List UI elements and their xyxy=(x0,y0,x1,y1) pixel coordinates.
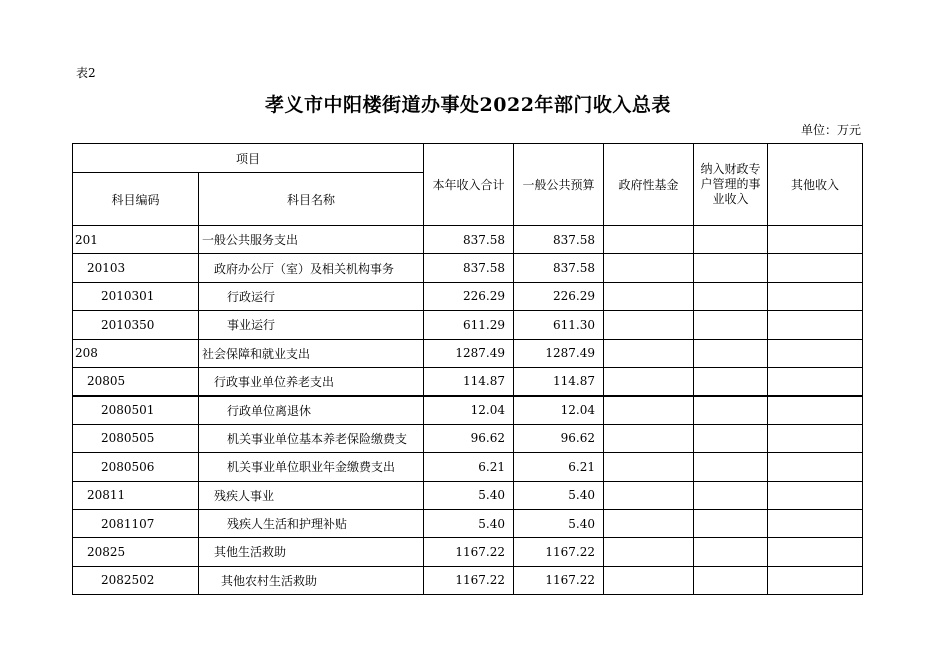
table-row xyxy=(73,367,863,395)
subject-name-cell: 政府办公厅（室）及相关机构事务 xyxy=(199,254,424,282)
table-row xyxy=(73,481,863,509)
header-other-income: 其他收入 xyxy=(768,144,863,226)
total-cell: 226.29 xyxy=(424,282,514,310)
subject-name-cell: 残疾人生活和护理补贴 xyxy=(199,509,424,537)
subject-code-cell: 2080501 xyxy=(73,396,199,424)
general-cell: 114.87 xyxy=(514,367,604,395)
subject-name-cell: 残疾人事业 xyxy=(199,481,424,509)
table-row xyxy=(73,311,863,339)
total-cell: 1167.22 xyxy=(424,538,514,566)
header-special-account: 纳入财政专户管理的事业收入 xyxy=(694,144,768,226)
subject-name-cell: 一般公共服务支出 xyxy=(199,226,424,254)
unit-label: 单位：万元 xyxy=(800,123,861,137)
special-cell xyxy=(694,538,768,566)
general-cell: 226.29 xyxy=(514,282,604,310)
subject-code-cell: 208 xyxy=(73,339,199,367)
subject-code-cell: 20103 xyxy=(73,254,199,282)
subject-code-cell: 20805 xyxy=(73,367,199,395)
fund-cell xyxy=(604,311,694,339)
fund-cell xyxy=(604,226,694,254)
subject-code-cell: 201 xyxy=(73,226,199,254)
fund-cell xyxy=(604,367,694,395)
table-row xyxy=(73,566,863,594)
table-row xyxy=(73,282,863,310)
total-cell: 1167.22 xyxy=(424,566,514,594)
special-cell xyxy=(694,226,768,254)
total-cell: 12.04 xyxy=(424,396,514,424)
subject-code-cell: 2010350 xyxy=(73,311,199,339)
other-cell xyxy=(768,509,863,537)
table-row xyxy=(73,254,863,282)
subject-code-cell: 2081107 xyxy=(73,509,199,537)
other-cell xyxy=(768,424,863,452)
other-cell xyxy=(768,566,863,594)
subject-code-cell: 20825 xyxy=(73,538,199,566)
total-cell: 5.40 xyxy=(424,481,514,509)
total-cell: 1287.49 xyxy=(424,339,514,367)
other-cell xyxy=(768,226,863,254)
special-cell xyxy=(694,424,768,452)
other-cell xyxy=(768,396,863,424)
total-cell: 5.40 xyxy=(424,509,514,537)
header-item: 项目 xyxy=(73,144,424,173)
special-cell xyxy=(694,396,768,424)
special-cell xyxy=(694,311,768,339)
header-general-budget: 一般公共预算 xyxy=(514,144,604,226)
total-cell: 611.29 xyxy=(424,311,514,339)
total-cell: 114.87 xyxy=(424,367,514,395)
header-subject-code: 科目编码 xyxy=(73,173,199,226)
subject-code-cell: 2080505 xyxy=(73,424,199,452)
fund-cell xyxy=(604,424,694,452)
subject-code-cell: 2010301 xyxy=(73,282,199,310)
other-cell xyxy=(768,481,863,509)
general-cell: 837.58 xyxy=(514,254,604,282)
fund-cell xyxy=(604,566,694,594)
general-cell: 6.21 xyxy=(514,453,604,481)
table-row xyxy=(73,396,863,424)
special-cell xyxy=(694,254,768,282)
other-cell xyxy=(768,282,863,310)
subject-name-cell: 社会保障和就业支出 xyxy=(199,339,424,367)
general-cell: 1167.22 xyxy=(514,566,604,594)
general-cell: 96.62 xyxy=(514,424,604,452)
table-row xyxy=(73,226,863,254)
fund-cell xyxy=(604,538,694,566)
header-subject-name: 科目名称 xyxy=(199,173,424,226)
general-cell: 12.04 xyxy=(514,396,604,424)
header-government-fund: 政府性基金 xyxy=(604,144,694,226)
fund-cell xyxy=(604,396,694,424)
table-row xyxy=(73,339,863,367)
subject-name-cell: 事业运行 xyxy=(199,311,424,339)
special-cell xyxy=(694,481,768,509)
general-cell: 5.40 xyxy=(514,481,604,509)
fund-cell xyxy=(604,339,694,367)
fund-cell xyxy=(604,481,694,509)
general-cell: 611.30 xyxy=(514,311,604,339)
total-cell: 6.21 xyxy=(424,453,514,481)
table-row xyxy=(73,538,863,566)
fund-cell xyxy=(604,282,694,310)
fund-cell xyxy=(604,254,694,282)
subject-name-cell: 行政运行 xyxy=(199,282,424,310)
other-cell xyxy=(768,367,863,395)
table-row xyxy=(73,509,863,537)
subject-code-cell: 20811 xyxy=(73,481,199,509)
general-cell: 1287.49 xyxy=(514,339,604,367)
other-cell xyxy=(768,311,863,339)
table-body xyxy=(73,226,863,595)
total-cell: 837.58 xyxy=(424,226,514,254)
other-cell xyxy=(768,453,863,481)
other-cell xyxy=(768,339,863,367)
other-cell xyxy=(768,538,863,566)
subject-name-cell: 机关事业单位职业年金缴费支出 xyxy=(199,453,424,481)
special-cell xyxy=(694,566,768,594)
subject-name-cell: 机关事业单位基本养老保险缴费支 xyxy=(199,424,424,452)
document-title: 孝义市中阳楼街道办事处2022年部门收入总表 xyxy=(265,94,671,116)
other-cell xyxy=(768,254,863,282)
subject-name-cell: 其他农村生活救助 xyxy=(199,566,424,594)
special-cell xyxy=(694,509,768,537)
table-row xyxy=(73,424,863,452)
table-row xyxy=(73,453,863,481)
subject-code-cell: 2082502 xyxy=(73,566,199,594)
subject-name-cell: 行政事业单位养老支出 xyxy=(199,367,424,395)
subject-name-cell: 其他生活救助 xyxy=(199,538,424,566)
subject-name-cell: 行政单位离退休 xyxy=(199,396,424,424)
revenue-table xyxy=(72,143,863,595)
total-cell: 96.62 xyxy=(424,424,514,452)
special-cell xyxy=(694,367,768,395)
fund-cell xyxy=(604,509,694,537)
general-cell: 837.58 xyxy=(514,226,604,254)
subject-code-cell: 2080506 xyxy=(73,453,199,481)
general-cell: 1167.22 xyxy=(514,538,604,566)
table-number-label: 表2 xyxy=(76,66,96,80)
fund-cell xyxy=(604,453,694,481)
total-cell: 837.58 xyxy=(424,254,514,282)
special-cell xyxy=(694,282,768,310)
header-total: 本年收入合计 xyxy=(424,144,514,226)
general-cell: 5.40 xyxy=(514,509,604,537)
special-cell xyxy=(694,453,768,481)
special-cell xyxy=(694,339,768,367)
